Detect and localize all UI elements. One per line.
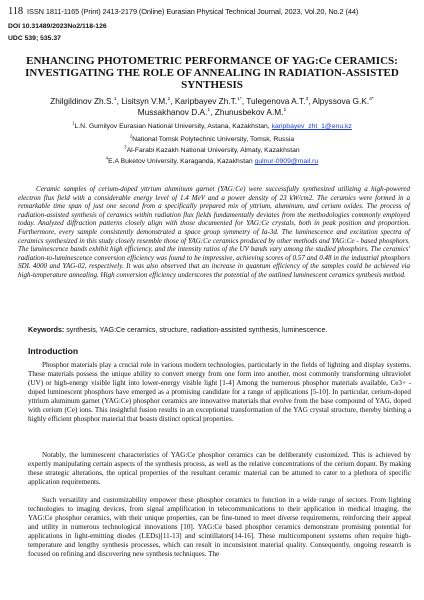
keywords-text: synthesis, YAG:Ce ceramics, structure, radiation-assisted synthesis, luminescence. — [64, 326, 328, 334]
title-line: SYNTHESIS — [181, 79, 243, 91]
affiliation-1: $^1$L.N. Gumilyov Eurasian National University, Astana, Kazakhstan, karipbayev_zht_1@enu.kz — [72, 120, 352, 130]
journal-header — [8, 6, 358, 17]
author-name: Tulegenova A.T.$^3$ — [246, 96, 309, 106]
author-affiliation-marker: 4* — [369, 96, 374, 103]
section-heading: Introduction — [28, 346, 79, 356]
author-name: Mussakhanov D.A.$^1$ — [137, 106, 211, 117]
author-affiliation-marker: 1 — [283, 106, 287, 113]
udc-line: UDC 539; 535.37 — [8, 35, 61, 42]
author-name: Lisitsyn V.M.$^2$ — [121, 96, 171, 106]
affiliation-2: $^2$National Tomsk Polytechnic University, Tomsk, Russia — [129, 133, 295, 143]
article-title — [0, 55, 424, 91]
title-line: ENHANCING PHOTOMETRIC PERFORMANCE OF YAG:Ce CERAMICS: — [26, 55, 398, 67]
author-name: Alpyssova G.K.$^{4*}$ — [312, 96, 374, 106]
keywords-line — [28, 326, 408, 334]
body-paragraph: Notably, the luminescent characteristics of YAG:Ce phosphor ceramics can be deliberately customized. This is achieved by expertly manipulating certain aspects of the synthesis process, as well as the relative concentrations of the cerium dopant. By making these strategic alterations, the optical properties of the resultant ceramic material can be attuned to cater to a plethora of specific application requirements. — [28, 451, 411, 486]
email-link[interactable]: gulnur-0909@mail.ru — [254, 158, 319, 165]
author-line: Mussakhanov D.A.$^1$, Zhunusbekov A.M.$^1$ — [137, 106, 287, 117]
affiliation-3: $^3$Al-Farabi Kazakh National University, Almaty, Kazakhstan — [124, 144, 300, 154]
author-affiliation-marker: 1 — [207, 106, 211, 113]
email-link[interactable]: karipbayev_zht_1@enu.kz — [271, 123, 352, 130]
author-affiliation-marker: 2 — [167, 96, 171, 103]
author-line: Zhilgildinov Zh.S.$^1$, Lisitsyn V.M.$^2$, Karipbayev Zh.T.$^{1*}$, Tulegenova A.T.$^3$, Alpyssova G.K.$^{4*}$ — [50, 96, 374, 106]
keywords-label: Keywords: — [28, 326, 65, 334]
author-affiliation-marker: 3 — [305, 96, 309, 103]
abstract-text: Ceramic samples of cerium-doped yttrium aluminum garnet (YAG:Ce) were successfully synthesized utilizing a high-powered electron flux field with a considerable energy level of 1.4 MeV and a power density of 23 kW/cm2. The ceramics were formed in a remarkable time span of just one second from a specifically prepared mix of yttrium, aluminum, and cerium oxides. The process of radiation-assisted synthesis of ceramics within radiation flux fields fundamentally deviates from the methodologies commonly employed today. Analyzed diffraction patterns closely align with those documented for YAG:Ce crystals, both in peak position and proportion. Furthermore, every sample consistently demonstrated a space group symmetry of Ia-3d. The luminescence and excitation spectra of ceramics synthesized in this study closely resemble those of YAG:Ce ceramics produced by other methods and YAG:Ce - based phosphors. The luminescence bands exhibit high efficiency, and the intensity ratios of the UV bands vary among the studied phosphors. The ceramics' radiation-to-luminescence conversion efficiency was found to be impressive, achieving scores of 0.57 and 0.48 in the industrial phosphors SDL 4000 and YAG-02, respectively. It was also observed that an increase in quantum efficiency of the samples could be achieved via high-temperature annealing. High conversion efficiency underscores the potential of the outlined luminescent ceramics synthesis method. — [18, 185, 410, 279]
body-paragraph: Phosphor materials play a crucial role in various modern technologies, particularly in the fields of lighting and display systems. These materials possess the unique ability to convert energy from one form into another, most commonly transforming ultraviolet (UV) or high-energy visible light into lower-energy visible light [1-4] Among the numerous phosphor materials available, Ce3+ - doped luminescent phosphors have emerged as a promising candidate for a range of applications [5-10]. In particular, cerium-doped yttrium aluminum garnet (YAG:Ce) phosphor ceramics are innovative materials that evolve from the base compound of YAG, doped with cerium (Ce) ions. This insightful fusion results in an exceptional transformation of the YAG crystal structure, thereby birthing a highly efficient phosphor material that boasts distinct optical properties. — [28, 361, 411, 423]
doi-line: DOI 10.31489/2023No2/118-126 — [8, 23, 107, 30]
journal-line: ISSN 1811-1165 (Print) 2413-2179 (Online) Eurasian Physical Technical Journal, 2023, Vol.20, No.2 (44) — [27, 7, 359, 16]
page-number: 118 — [8, 6, 24, 17]
body-paragraph: Such versatility and customizability empower these phosphor ceramics to function in a wide range of sectors. From lighting technologies to imaging devices, from signal amplification in telecommunications to their application in medical imaging, the YAG:Ce phosphor ceramics, with their unique properties, can be fine-tuned to meet diverse requirements, reinforcing their appeal and utility in numerous technological innovations [10]. YAG:Ce based phosphor ceramics demonstrate promising potential for applications in light-emitting diodes (LEDs)[11-13] and scintillators[14-16]. These multicomponent systems often require high-temperature and lengthy synthesis processes, which can result in inconsistent material quality. Consequently, ongoing research is focused on refining and discovering new synthesis techniques. The — [28, 496, 411, 558]
author-affiliation-marker: 1* — [237, 96, 242, 103]
author-name: Zhunusbekov A.M.$^1$ — [214, 106, 287, 117]
author-name: Zhilgildinov Zh.S.$^1$ — [50, 96, 117, 106]
affiliation-4: $^4$E.A Buketov University, Karaganda, Kazakhstan gulnur-0909@mail.ru — [105, 155, 319, 165]
author-list — [0, 96, 424, 117]
author-name: Karipbayev Zh.T.$^{1*}$ — [174, 96, 242, 106]
author-affiliation-marker: 1 — [113, 96, 117, 103]
title-line: INVESTIGATING THE ROLE OF ANNEALING IN RADIATION-ASSISTED — [25, 67, 399, 79]
